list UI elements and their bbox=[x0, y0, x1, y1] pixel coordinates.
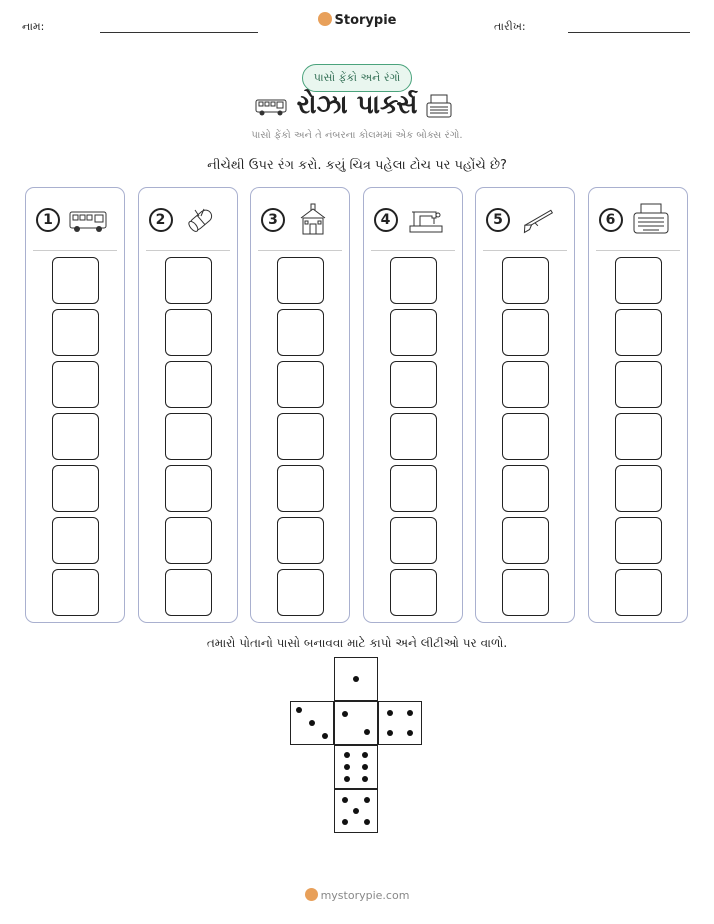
color-box[interactable] bbox=[277, 517, 324, 564]
color-box[interactable] bbox=[615, 309, 662, 356]
die-face-4 bbox=[378, 701, 422, 745]
die-face-5 bbox=[334, 789, 378, 833]
pip bbox=[362, 752, 368, 758]
color-box[interactable] bbox=[615, 361, 662, 408]
column-number: 6 bbox=[599, 208, 623, 232]
page-title: રોઝા પાર્ક્સ bbox=[0, 90, 714, 121]
bear-icon bbox=[305, 888, 318, 901]
subtitle: પાસો ફેંકો અને તે નંબરના કોલમમાં એક બોક્સ રંગો. bbox=[251, 130, 463, 141]
name-label: નામ: bbox=[22, 20, 45, 33]
pip bbox=[362, 776, 368, 782]
color-box[interactable] bbox=[390, 361, 437, 408]
color-box[interactable] bbox=[277, 361, 324, 408]
divider bbox=[33, 250, 117, 251]
column-number: 1 bbox=[36, 208, 60, 232]
color-box[interactable] bbox=[165, 309, 212, 356]
color-box[interactable] bbox=[165, 413, 212, 460]
color-box[interactable] bbox=[277, 309, 324, 356]
color-box[interactable] bbox=[277, 569, 324, 616]
date-line[interactable] bbox=[568, 32, 690, 33]
color-box[interactable] bbox=[277, 257, 324, 304]
column-number: 4 bbox=[374, 208, 398, 232]
color-box[interactable] bbox=[52, 569, 99, 616]
pip bbox=[407, 730, 413, 736]
color-box[interactable] bbox=[615, 413, 662, 460]
color-box[interactable] bbox=[165, 517, 212, 564]
instruction: નીચેથી ઉપર રંગ કરો. કયું ચિત્ર પહેલા ટોચ પર પહોંચે છે? bbox=[207, 158, 507, 173]
color-box[interactable] bbox=[165, 361, 212, 408]
pip bbox=[407, 710, 413, 716]
color-box[interactable] bbox=[502, 309, 549, 356]
typewriter-icon bbox=[425, 94, 453, 120]
brand-logo: Storypie bbox=[0, 12, 714, 28]
pip bbox=[387, 730, 393, 736]
pip bbox=[342, 711, 348, 717]
die-face-3 bbox=[290, 701, 334, 745]
color-box[interactable] bbox=[390, 257, 437, 304]
divider bbox=[371, 250, 455, 251]
column-number: 2 bbox=[149, 208, 173, 232]
color-box[interactable] bbox=[615, 569, 662, 616]
color-box[interactable] bbox=[615, 465, 662, 512]
column-6 bbox=[588, 187, 688, 623]
name-line[interactable] bbox=[100, 32, 258, 33]
color-box[interactable] bbox=[52, 517, 99, 564]
pip bbox=[353, 676, 359, 682]
divider bbox=[146, 250, 230, 251]
column-3 bbox=[250, 187, 350, 623]
die-face-2 bbox=[334, 701, 378, 745]
color-box[interactable] bbox=[277, 413, 324, 460]
color-box[interactable] bbox=[390, 569, 437, 616]
color-box[interactable] bbox=[52, 309, 99, 356]
die-face-1 bbox=[334, 657, 378, 701]
pip bbox=[364, 819, 370, 825]
column-2 bbox=[138, 187, 238, 623]
color-box[interactable] bbox=[390, 309, 437, 356]
pip bbox=[296, 707, 302, 713]
divider bbox=[596, 250, 680, 251]
diploma-icon bbox=[181, 202, 221, 238]
color-box[interactable] bbox=[52, 257, 99, 304]
bus-icon bbox=[68, 202, 108, 238]
typewriter-icon bbox=[631, 202, 671, 238]
color-box[interactable] bbox=[502, 361, 549, 408]
color-box[interactable] bbox=[52, 413, 99, 460]
color-box[interactable] bbox=[502, 257, 549, 304]
color-box[interactable] bbox=[615, 517, 662, 564]
color-box[interactable] bbox=[52, 465, 99, 512]
color-box[interactable] bbox=[390, 413, 437, 460]
pip bbox=[353, 808, 359, 814]
footer: mystorypie.com bbox=[0, 888, 714, 902]
schoolhouse-icon bbox=[293, 202, 333, 238]
color-box[interactable] bbox=[390, 517, 437, 564]
pip bbox=[322, 733, 328, 739]
color-box[interactable] bbox=[502, 413, 549, 460]
activity-pill: પાસો ફેંકો અને રંગો bbox=[302, 64, 412, 92]
divider bbox=[258, 250, 342, 251]
pip bbox=[364, 797, 370, 803]
pip bbox=[364, 729, 370, 735]
pip bbox=[342, 819, 348, 825]
color-box[interactable] bbox=[52, 361, 99, 408]
pip bbox=[309, 720, 315, 726]
pip bbox=[342, 797, 348, 803]
divider bbox=[483, 250, 567, 251]
column-number: 5 bbox=[486, 208, 510, 232]
color-box[interactable] bbox=[502, 569, 549, 616]
cut-instruction: તમારો પોતાનો પાસો બનાવવા માટે કાપો અને લીટીઓ પર વાળો. bbox=[206, 636, 508, 650]
bus-icon bbox=[255, 98, 287, 116]
rifle-icon bbox=[518, 202, 558, 238]
pip bbox=[344, 752, 350, 758]
color-box[interactable] bbox=[165, 569, 212, 616]
color-box[interactable] bbox=[390, 465, 437, 512]
color-box[interactable] bbox=[615, 257, 662, 304]
column-number: 3 bbox=[261, 208, 285, 232]
color-box[interactable] bbox=[165, 257, 212, 304]
pip bbox=[344, 764, 350, 770]
pip bbox=[344, 776, 350, 782]
color-box[interactable] bbox=[502, 465, 549, 512]
color-box[interactable] bbox=[277, 465, 324, 512]
color-box[interactable] bbox=[502, 517, 549, 564]
column-1 bbox=[25, 187, 125, 623]
pip bbox=[387, 710, 393, 716]
die-face-6 bbox=[334, 745, 378, 789]
date-label: તારીખ: bbox=[494, 20, 526, 33]
pip bbox=[362, 764, 368, 770]
sewing-machine-icon bbox=[406, 202, 446, 238]
column-5 bbox=[475, 187, 575, 623]
column-4 bbox=[363, 187, 463, 623]
color-box[interactable] bbox=[165, 465, 212, 512]
bear-icon bbox=[318, 12, 332, 26]
